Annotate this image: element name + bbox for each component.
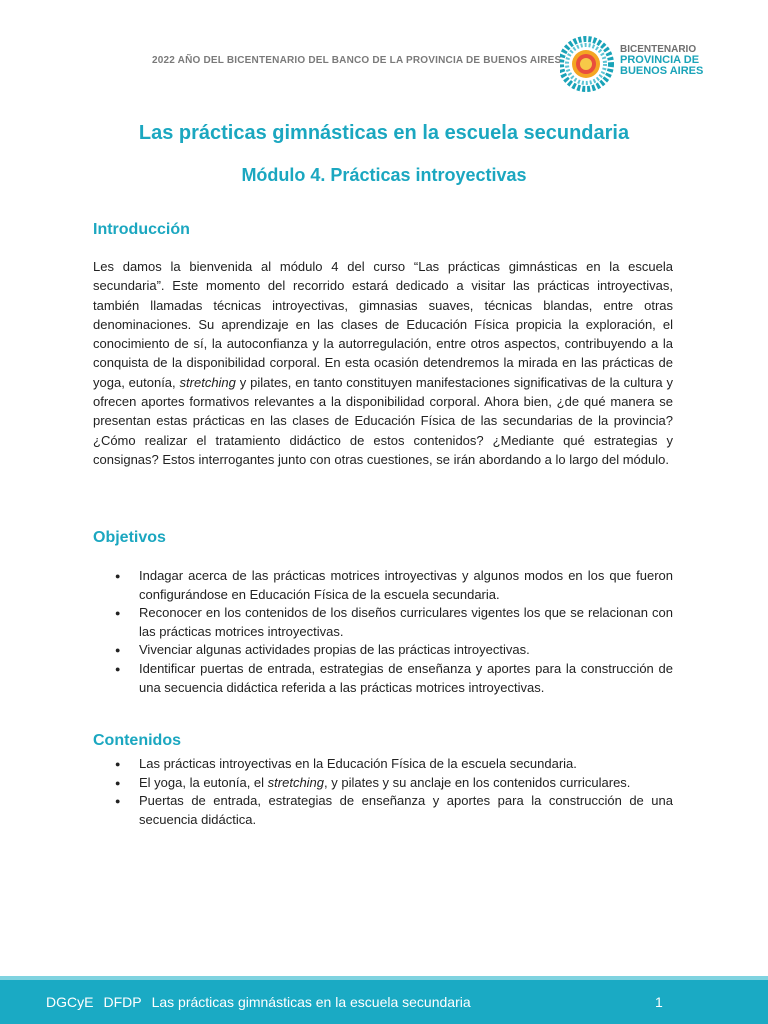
list-item	[115, 774, 673, 793]
objetivos-list	[115, 567, 673, 697]
intro-heading: Introducción	[93, 221, 190, 238]
list-item: ● Las prácticas introyectivas en la Educación Física de la escuela secundaria.	[115, 755, 673, 774]
logo-wordmark	[620, 44, 703, 77]
list-item: ● Vivenciar algunas actividades propias de las prácticas introyectivas.	[115, 641, 673, 660]
bicentenario-banner-text: 2022 AÑO DEL BICENTENARIO DEL BANCO DE LA PROVINCIA DE BUENOS AIRES	[152, 55, 562, 66]
intro-text-part2: y pilates, en tanto constituyen manifestaciones significativas de la cultura y ofrecen aportes formativos relevantes a la disponibilidad corporal. Ahora bien, ¿de qué manera se presentan estas prácticas en las clases de Educación Física de las secundarias de la provincia? ¿Cómo realizar el tratamiento didáctico de estos contenidos? ¿Mediante qué estrategias y consignas? Estos interrogantes junto con otras cuestiones, se irán abordando a lo largo del módulo.	[93, 374, 673, 467]
footer-org-dgcye: DGCyE	[46, 994, 94, 1010]
list-item: ● Indagar acerca de las prácticas motrices introyectivas y algunos modos en los que fueron configurándose en Educación Física de la escuela secundaria.	[115, 567, 673, 604]
footer-org-dfdp: DFDP	[103, 994, 142, 1010]
intro-text-italic: stretching	[179, 374, 236, 390]
document-title: Las prácticas gimnásticas en la escuela secundaria	[138, 122, 630, 144]
footer-text	[46, 994, 481, 1010]
logo-line-provincia: PROVINCIA DE	[620, 54, 700, 66]
page-header	[0, 0, 768, 100]
intro-text-part1: Les damos la bienvenida al módulo 4 del curso “Las prácticas gimnásticas en la escuela secundaria”. Este momento del recorrido estará dedicado a visitar las prácticas introyectivas, también llamadas técnicas introyectivas, gimnasias suaves, técnicas blandas, entre otras denominaciones. Su aprendizaje en las clases de Educación Física propicia la exploración, el conocimiento de sí, la autoconfianza y la autorregulación, entre otros aspectos, contribuyendo a la conquista de la disponibilidad corporal. En esta ocasión detendremos la mirada en las prácticas de yoga, eutonía,	[93, 259, 673, 390]
page-footer	[0, 980, 768, 1024]
list-item: ● Puertas de entrada, estrategias de enseñanza y aportes para la construcción de una secuencia didáctica.	[115, 792, 673, 829]
objetivos-heading: Objetivos	[93, 529, 166, 546]
logo-line-buenos-aires: BUENOS AIRES	[620, 65, 704, 77]
page-number: 1	[655, 994, 663, 1010]
list-item: ● Reconocer en los contenidos de los diseños curriculares vigentes los que se relacionan con las prácticas motrices introyectivas.	[115, 604, 673, 641]
contenidos-item2-italic: stretching	[267, 774, 325, 790]
logo-line-bicentenario: BICENTENARIO	[620, 44, 697, 55]
footer-course-name: Las prácticas gimnásticas en la escuela secundaria	[151, 994, 471, 1010]
intro-paragraph	[93, 257, 673, 469]
bicentenario-logo	[560, 36, 710, 92]
sunburst-logo-icon	[560, 36, 616, 92]
list-item: ● Identificar puertas de entrada, estrategias de enseñanza y aportes para la construcción de una secuencia didáctica referida a las prácticas motrices introyectivas.	[115, 660, 673, 697]
contenidos-heading: Contenidos	[93, 732, 181, 749]
module-subtitle: Módulo 4. Prácticas introyectivas	[241, 165, 527, 185]
contenidos-item2-pre: El yoga, la eutonía, el	[139, 774, 268, 790]
contenidos-list	[115, 755, 673, 829]
contenidos-item2-post: , y pilates y su anclaje en los contenidos curriculares.	[324, 774, 631, 790]
